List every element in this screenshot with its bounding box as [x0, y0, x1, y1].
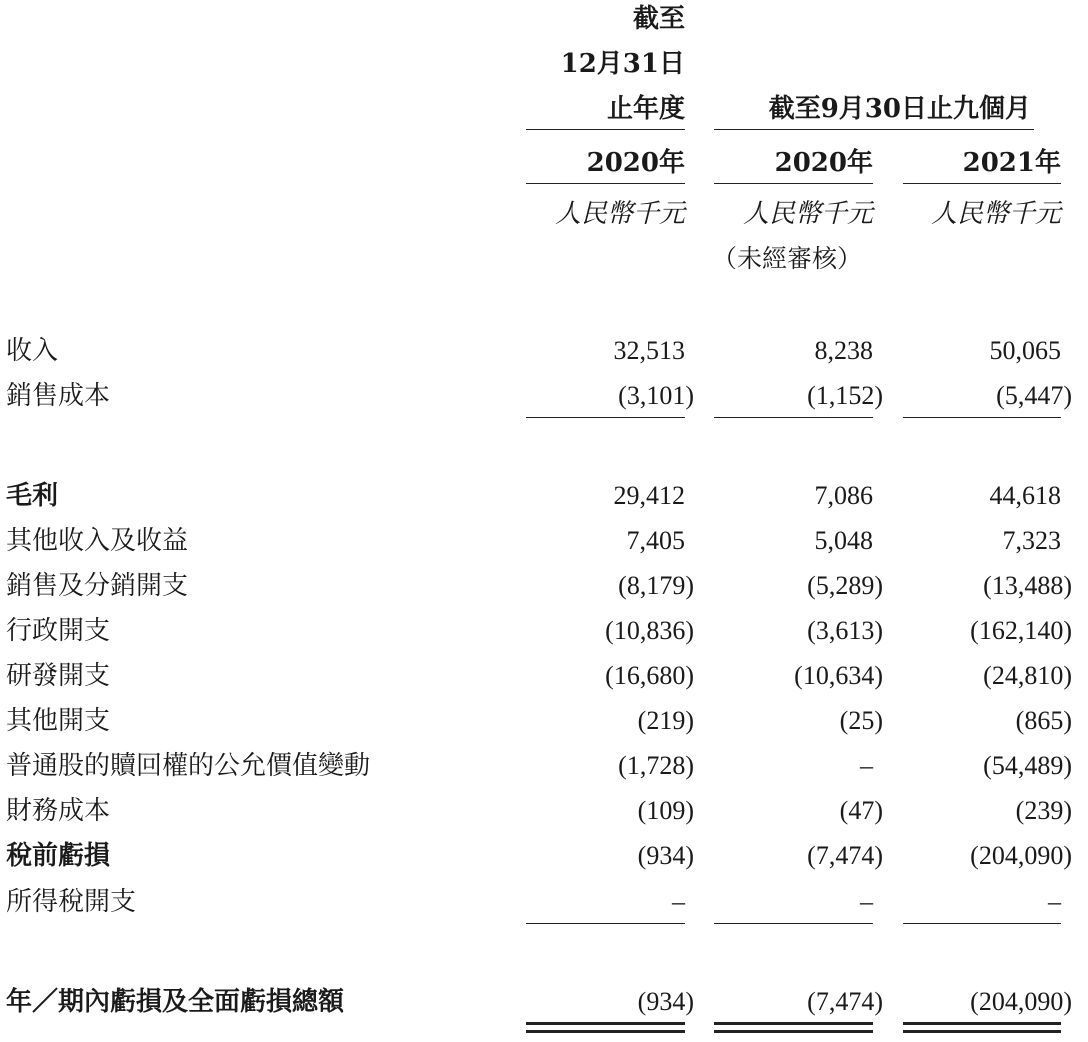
row-value: (25)	[839, 706, 883, 735]
row-value: (8,179)	[618, 571, 694, 600]
row-label-loss-before-tax: 稅前虧損	[6, 841, 111, 871]
subtotal-rule-col3	[903, 923, 1061, 924]
total-double-rule-col1-top	[526, 1022, 685, 1025]
col1-header-line2: 12月31日	[560, 49, 685, 79]
row-label-total-comprehensive-loss: 年／期內虧損及全面虧損總額	[6, 987, 345, 1017]
row-label-fair-value-change: 普通股的贖回權的公允價值變動	[6, 751, 371, 781]
subtotal-rule-col2	[714, 923, 873, 924]
row-value: (7,474)	[807, 841, 883, 870]
row-value: –	[860, 887, 873, 916]
row-value: 50,065	[989, 336, 1061, 365]
row-label-income-tax: 所得稅開支	[6, 887, 137, 917]
row-value: –	[1048, 887, 1061, 916]
row-value: –	[672, 887, 685, 916]
total-double-rule-col1-bottom	[526, 1030, 685, 1033]
row-value: 32,513	[613, 336, 685, 365]
row-label-finance-costs: 財務成本	[6, 796, 111, 826]
year-header-col2: 2020年	[774, 148, 873, 178]
row-value: (219)	[637, 706, 694, 735]
row-value: (24,810)	[983, 661, 1072, 690]
row-label-admin-expenses: 行政開支	[6, 616, 111, 646]
row-label-gross-profit: 毛利	[6, 481, 59, 511]
row-value: (16,680)	[605, 661, 694, 690]
row-value: 8,238	[814, 336, 873, 365]
year-header-col1: 2020年	[586, 148, 685, 178]
subtotal-rule-col2	[714, 417, 873, 418]
unaudited-note: （未經審核）	[712, 244, 863, 273]
header-rule-col1	[526, 129, 685, 130]
year-rule-col3	[903, 183, 1061, 184]
row-value: (3,101)	[618, 381, 694, 410]
row-value: (47)	[839, 796, 883, 825]
row-value: 29,412	[613, 481, 685, 510]
row-value: 5,048	[814, 526, 873, 555]
unit-col1: 人民幣千元	[554, 199, 685, 229]
row-value: –	[860, 751, 873, 780]
row-value: (865)	[1015, 706, 1072, 735]
row-value: (5,447)	[996, 381, 1072, 410]
year-rule-col2	[714, 183, 873, 184]
row-label-other-income: 其他收入及收益	[6, 526, 189, 556]
row-value: (1,152)	[807, 381, 883, 410]
row-value: 7,405	[626, 526, 685, 555]
header-rule-group	[714, 129, 1034, 130]
row-value: (204,090)	[970, 841, 1072, 870]
nine-months-header: 截至9月30日止九個月	[768, 94, 1031, 124]
row-value: (10,634)	[794, 661, 883, 690]
col1-header-line3: 止年度	[606, 94, 685, 124]
row-label-rnd-expenses: 研發開支	[6, 661, 111, 691]
row-value: (109)	[637, 796, 694, 825]
subtotal-rule-col3	[903, 417, 1061, 418]
row-value: 44,618	[989, 481, 1061, 510]
year-header-col3: 2021年	[962, 148, 1061, 178]
row-value: (7,474)	[807, 987, 883, 1016]
row-value: (3,613)	[807, 616, 883, 645]
total-double-rule-col2-top	[714, 1022, 873, 1025]
row-value: (1,728)	[618, 751, 694, 780]
total-double-rule-col2-bottom	[714, 1030, 873, 1033]
row-value: (204,090)	[970, 987, 1072, 1016]
row-label-revenue: 收入	[6, 336, 59, 366]
subtotal-rule-col1	[526, 417, 685, 418]
unit-col3: 人民幣千元	[930, 199, 1061, 229]
row-value: (10,836)	[605, 616, 694, 645]
row-value: (5,289)	[807, 571, 883, 600]
row-value: (54,489)	[983, 751, 1072, 780]
row-value: (934)	[637, 841, 694, 870]
row-label-other-expenses: 其他開支	[6, 706, 111, 736]
row-value: 7,086	[814, 481, 873, 510]
row-value: (13,488)	[983, 571, 1072, 600]
unit-col2: 人民幣千元	[742, 199, 873, 229]
row-label-cost-of-sales: 銷售成本	[6, 381, 111, 411]
row-value: (239)	[1015, 796, 1072, 825]
row-value: (162,140)	[970, 616, 1072, 645]
row-value: 7,323	[1002, 526, 1061, 555]
subtotal-rule-col1	[526, 923, 685, 924]
col1-header-line1: 截至	[632, 4, 685, 34]
year-rule-col1	[526, 183, 685, 184]
row-label-selling-expenses: 銷售及分銷開支	[6, 571, 189, 601]
total-double-rule-col3-top	[903, 1022, 1061, 1025]
row-value: (934)	[637, 987, 694, 1016]
total-double-rule-col3-bottom	[903, 1030, 1061, 1033]
